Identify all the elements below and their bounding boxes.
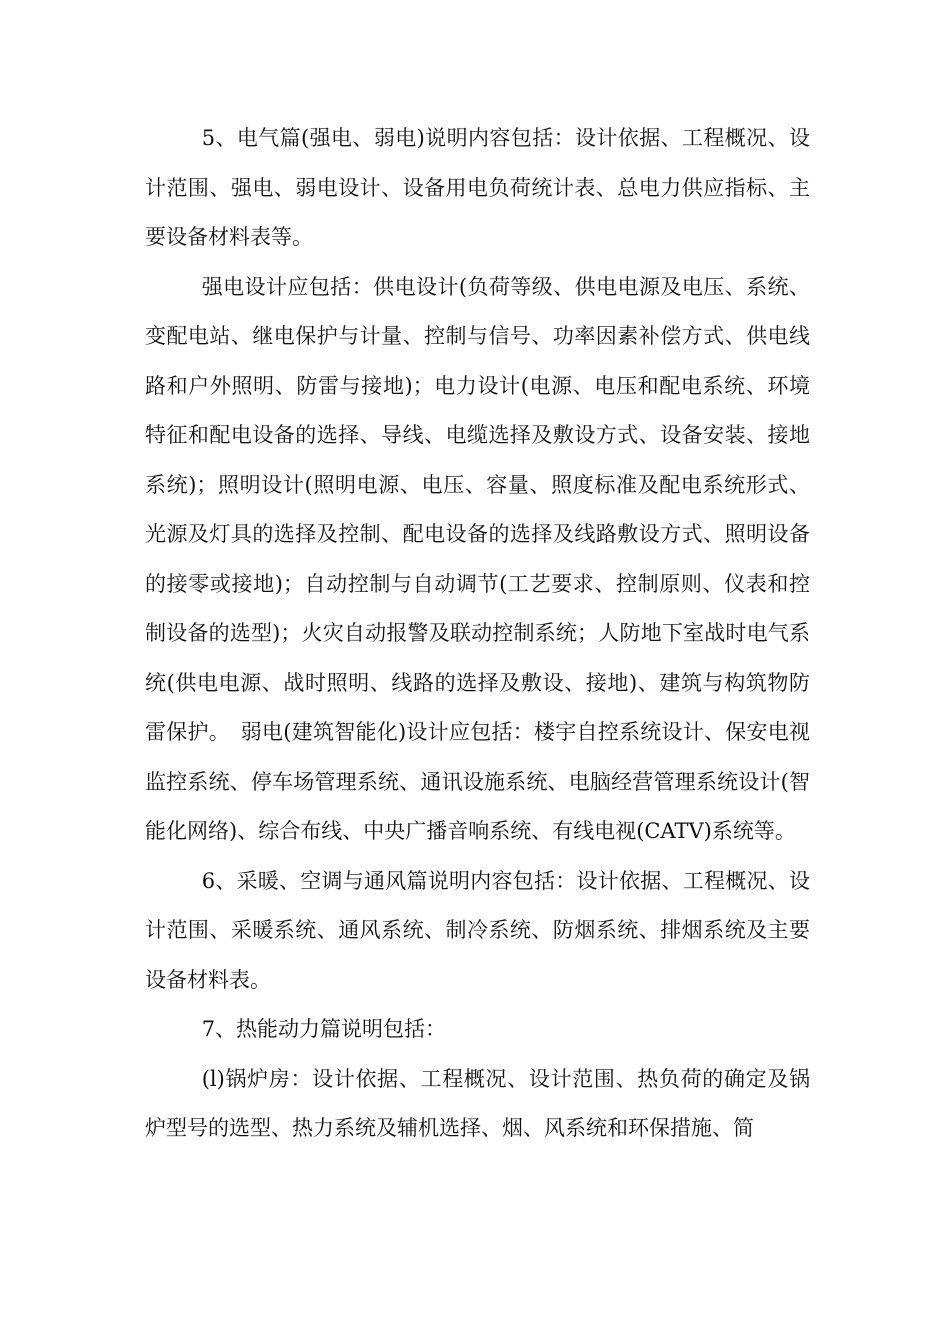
- paragraph-thermal-power: 7、热能动力篇说明包括：: [201, 1017, 447, 1041]
- paragraph-electrical: 5、电气篇(强电、弱电)说明内容包括：设计依据、工程概况、设计范围、强电、弱电设计、设备用电负荷统计表、总电力供应指标、主要设备材料表等。: [145, 126, 810, 249]
- paragraph-boiler-room: (l)锅炉房：设计依据、工程概况、设计范围、热负荷的确定及锅炉型号的选型、热力系统及辅机选择、烟、风系统和环保措施、简: [145, 1066, 810, 1140]
- paragraph-strong-weak-current: 强电设计应包括：供电设计(负荷等级、供电电源及电压、系统、变配电站、继电保护与计量、控制与信号、功率因素补偿方式、供电线路和户外照明、防雷与接地)；电力设计(电源、电压和配电系统、环境特征和配电设备的选择、导线、电缆选择及敷设方式、设备安装、接地系统)；照明设计(照明电源、电压、容量、照度标准及配电系统形式、光源及灯具的选择及控制、配电设备的选择及线路敷设方式、照明设备的接零或接地)；自动控制与自动调节(工艺要求、控制原则、仪表和控制设备的选型)；火灾自动报警及联动控制系统；人防地下室战时电气系统(供电电源、战时照明、线路的选择及敷设、接地)、建筑与构筑物防雷保护。 弱电(建筑智能化)设计应包括：楼宇自控系统设计、保安电视监控系统、停车场管理系统、通讯设施系统、电脑经营管理系统设计(智能化网络)、综合布线、中央广播音响系统、有线电视(CATV)系统等。: [145, 274, 810, 843]
- document-body: [145, 114, 810, 1154]
- paragraph-hvac: 6、采暖、空调与通风篇说明内容包括：设计依据、工程概况、设计范围、采暖系统、通风系统、制冷系统、防烟系统、排烟系统及主要设备材料表。: [145, 868, 810, 992]
